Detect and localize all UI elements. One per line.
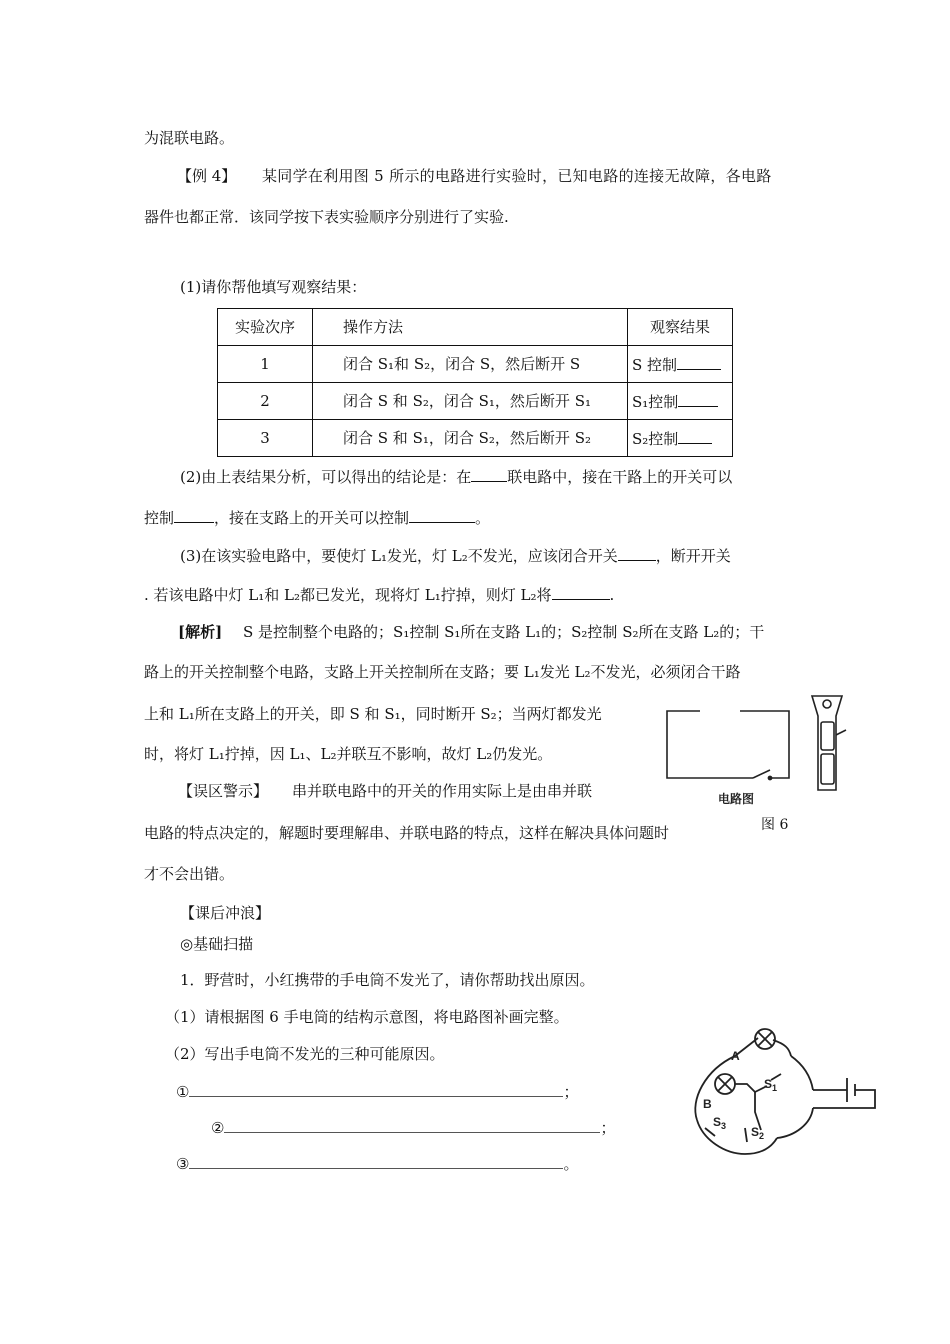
question-2-cont: 控制 ，接在支路上的开关可以控制 。 bbox=[144, 509, 491, 527]
text-line: 时，将灯 L₁拧掉，因 L₁、L₂并联互不影响，故灯 L₂仍发光。 bbox=[144, 745, 553, 763]
table-cell-result[interactable]: S 控制 bbox=[628, 346, 733, 383]
table-cell-method: 闭合 S₁和 S₂，闭合 S，然后断开 S bbox=[313, 346, 628, 383]
table-header: 观察结果 bbox=[628, 309, 733, 346]
circuit-label: 电路图 bbox=[718, 792, 755, 806]
warning-label: 【误区警示】 bbox=[178, 782, 269, 800]
flashlight-icon bbox=[812, 696, 842, 790]
text-line: 串并联电路中的开关的作用实际上是由串并联 bbox=[292, 782, 593, 800]
table-row bbox=[218, 383, 733, 420]
table-cell-result[interactable]: S₁控制 bbox=[628, 383, 733, 420]
circuit-wire bbox=[667, 711, 753, 778]
blank[interactable] bbox=[409, 508, 475, 523]
answer-line-1: ① ； bbox=[176, 1080, 578, 1102]
subsection-title: ◎基础扫描 bbox=[180, 935, 254, 953]
question-1: (1)请你帮他填写观察结果： bbox=[180, 278, 367, 296]
text-line: 路上的开关控制整个电路，支路上开关控制所在支路；要 L₁发光 L₂不发光，必须闭合干路 bbox=[144, 663, 741, 681]
figure-6 bbox=[660, 690, 860, 820]
table-cell-method: 闭合 S 和 S₁，闭合 S₂，然后断开 S₂ bbox=[313, 420, 628, 457]
question-line: （2）写出手电筒不发光的三种可能原因。 bbox=[165, 1045, 445, 1063]
blank[interactable] bbox=[471, 467, 507, 482]
blank[interactable] bbox=[618, 546, 656, 561]
text-line: 电路的特点决定的，解题时要理解串、并联电路的特点，这样在解决具体问题时 bbox=[144, 824, 670, 842]
question-line: 1．野营时，小红携带的手电筒不发光了，请你帮助找出原因。 bbox=[180, 971, 595, 989]
text-line: 上和 L₁所在支路上的开关，即 S 和 S₁，同时断开 S₂；当两灯都发光 bbox=[144, 705, 602, 723]
table-cell-order: 2 bbox=[218, 383, 313, 420]
lamp-a-label: A bbox=[731, 1049, 740, 1063]
analysis-label: [解析] bbox=[178, 623, 223, 641]
question-line: （1）请根据图 6 手电筒的结构示意图，将电路图补画完整。 bbox=[165, 1008, 569, 1026]
example-label: 【例 4】 bbox=[177, 167, 237, 185]
lamp-b-label: B bbox=[703, 1097, 712, 1111]
table-cell-order: 1 bbox=[218, 346, 313, 383]
figure-caption: 图 6 bbox=[761, 817, 789, 833]
circuit-wire bbox=[740, 711, 789, 778]
switch-icon bbox=[705, 1128, 715, 1136]
switch-s3-label: $S_3$ bbox=[713, 1115, 727, 1131]
circuit-figure bbox=[685, 1020, 895, 1160]
text-line: S 是控制整个电路的；S₁控制 S₁所在支路 L₁的；S₂控制 S₂所在支路 L₂的；干 bbox=[243, 623, 765, 641]
table-row bbox=[218, 420, 733, 457]
blank[interactable] bbox=[552, 585, 610, 600]
switch-icon bbox=[745, 1128, 747, 1142]
table-header-row bbox=[218, 309, 733, 346]
answer-line-3: ③ 。 bbox=[176, 1152, 578, 1174]
switch-icon bbox=[753, 770, 770, 778]
table-header: 操作方法 bbox=[313, 309, 628, 346]
switch-s2-label: $S_2$ bbox=[751, 1125, 765, 1141]
text-line: 为混联电路。 bbox=[144, 129, 235, 147]
experiment-table bbox=[217, 308, 733, 457]
answer-input[interactable] bbox=[189, 1152, 563, 1169]
table-row bbox=[218, 346, 733, 383]
question-3-cont: . 若该电路中灯 L₁和 L₂都已发光，现将灯 L₁拧掉，则灯 L₂将 . bbox=[144, 586, 615, 604]
text-line: 才不会出错。 bbox=[144, 865, 235, 883]
answer-input[interactable] bbox=[224, 1116, 600, 1133]
text-line: 器件也都正常．该同学按下表实验顺序分别进行了实验. bbox=[144, 208, 509, 226]
switch-s1-label: $S_1$ bbox=[764, 1077, 778, 1093]
blank[interactable] bbox=[174, 508, 214, 523]
table-cell-method: 闭合 S 和 S₂，闭合 S₁，然后断开 S₁ bbox=[313, 383, 628, 420]
section-title: 【课后冲浪】 bbox=[180, 904, 271, 922]
answer-input[interactable] bbox=[189, 1080, 563, 1097]
table-cell-result[interactable]: S₂控制 bbox=[628, 420, 733, 457]
text-line: 某同学在利用图 5 所示的电路进行实验时，已知电路的连接无故障，各电路 bbox=[262, 167, 772, 185]
table-cell-order: 3 bbox=[218, 420, 313, 457]
answer-line-2: ② ； bbox=[211, 1116, 615, 1138]
question-3: (3)在该实验电路中，要使灯 L₁发光，灯 L₂不发光，应该闭合开关 ，断开开关 bbox=[180, 547, 731, 565]
question-2: (2)由上表结果分析，可以得出的结论是：在 联电路中，接在干路上的开关可以 bbox=[180, 468, 733, 486]
switch-icon bbox=[771, 1074, 781, 1080]
table-header: 实验次序 bbox=[218, 309, 313, 346]
